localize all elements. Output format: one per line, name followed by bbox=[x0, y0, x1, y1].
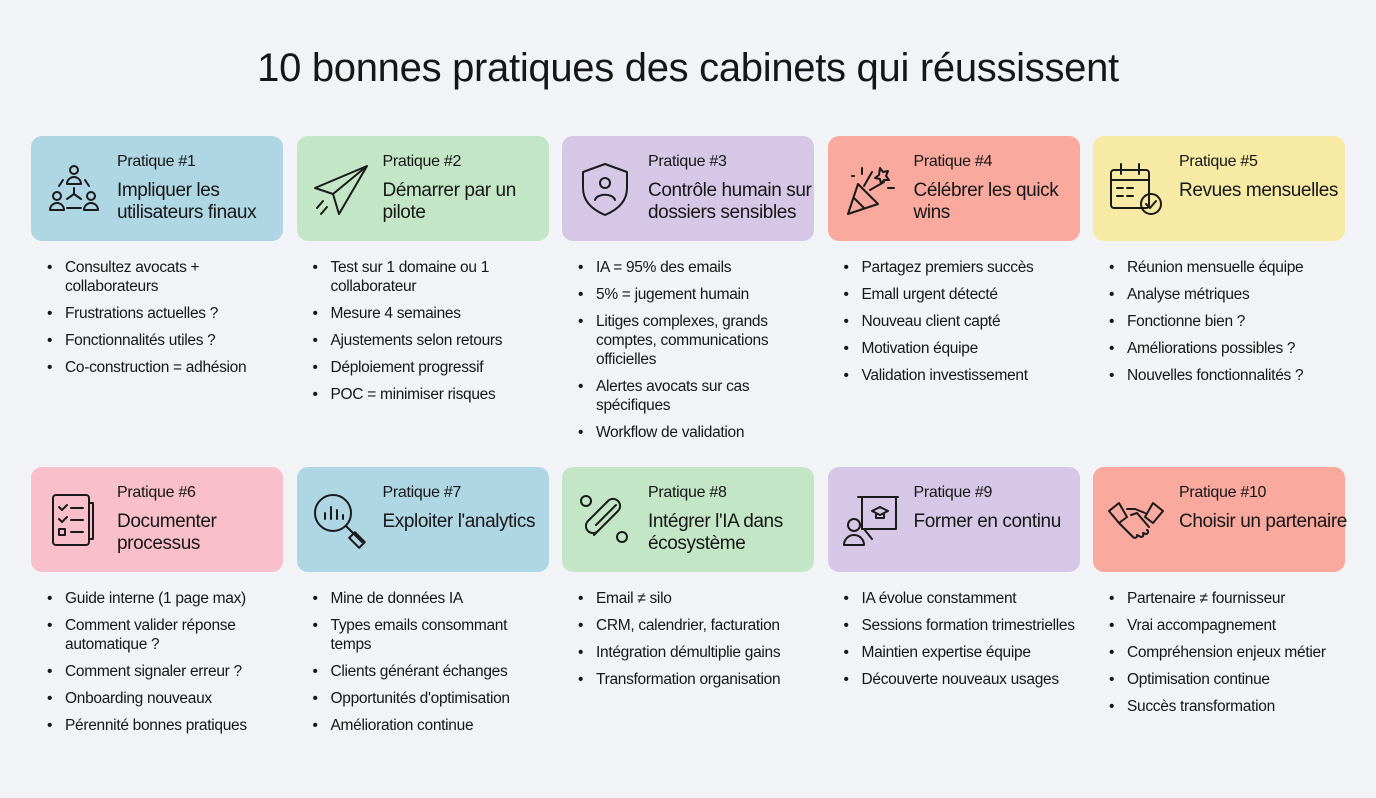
list-item: • Test sur 1 domaine ou 1 collaborateur bbox=[313, 258, 549, 296]
practice-title: Intégrer l'IA dans écosystème bbox=[648, 511, 783, 554]
list-item: • Fonctionnalités utiles ? bbox=[47, 331, 283, 350]
practice-bullets bbox=[47, 589, 283, 743]
practice-bullets bbox=[47, 258, 283, 385]
checklist-icon bbox=[43, 489, 105, 551]
practice-number: Pratique #6 bbox=[117, 484, 196, 501]
practices-grid bbox=[31, 136, 1345, 798]
list-item: • Workflow de validation bbox=[578, 423, 814, 442]
handshake-icon bbox=[1105, 489, 1167, 551]
practice-bullets bbox=[313, 258, 549, 412]
list-item: • IA = 95% des emails bbox=[578, 258, 814, 277]
practice-title: Démarrer par un pilote bbox=[382, 180, 516, 223]
list-item: • Frustrations actuelles ? bbox=[47, 304, 283, 323]
practice-title: Choisir un partenaire bbox=[1179, 511, 1347, 532]
list-item: • 5% = jugement humain bbox=[578, 285, 814, 304]
list-item: • Déploiement progressif bbox=[313, 358, 549, 377]
list-item: • Co-construction = adhésion bbox=[47, 358, 283, 377]
page-title: 10 bonnes pratiques des cabinets qui réussissent bbox=[257, 46, 1119, 90]
practice-header bbox=[31, 136, 283, 241]
practice-header bbox=[297, 136, 549, 241]
practice-title: Célébrer les quick wins bbox=[913, 180, 1059, 223]
list-item: • Pérennité bonnes pratiques bbox=[47, 716, 283, 735]
shield-user-icon bbox=[574, 158, 636, 220]
list-item: • Opportunités d'optimisation bbox=[313, 689, 549, 708]
list-item: • Vrai accompagnement bbox=[1109, 616, 1345, 635]
list-item: • Améliorations possibles ? bbox=[1109, 339, 1345, 358]
practice-bullets bbox=[1109, 258, 1345, 393]
list-item: • Emall urgent détecté bbox=[844, 285, 1080, 304]
practice-number: Pratique #9 bbox=[913, 484, 993, 501]
list-item: • Sessions formation trimestrielles bbox=[844, 616, 1080, 635]
list-item: • Guide interne (1 page max) bbox=[47, 589, 283, 608]
list-item: • Partagez premiers succès bbox=[844, 258, 1080, 277]
list-item: • Comment signaler erreur ? bbox=[47, 662, 283, 681]
practice-bullets bbox=[578, 258, 814, 450]
party-popper-icon bbox=[840, 158, 902, 220]
practice-number: Pratique #3 bbox=[648, 153, 727, 170]
practice-card bbox=[31, 467, 283, 798]
practice-header bbox=[297, 467, 549, 572]
practice-bullets bbox=[844, 258, 1080, 393]
practice-header bbox=[828, 136, 1080, 241]
list-item: • Comment valider réponse automatique ? bbox=[47, 616, 283, 654]
practice-bullets bbox=[1109, 589, 1345, 724]
list-item: • Compréhension enjeux métier bbox=[1109, 643, 1345, 662]
list-item: • Intégration démultiplie gains bbox=[578, 643, 814, 662]
list-item: • Partenaire ≠ fournisseur bbox=[1109, 589, 1345, 608]
list-item: • Clients générant échanges bbox=[313, 662, 549, 681]
practice-card bbox=[828, 136, 1080, 467]
list-item: • Email ≠ silo bbox=[578, 589, 814, 608]
list-item: • Mesure 4 semaines bbox=[313, 304, 549, 323]
practice-number: Pratique #8 bbox=[648, 484, 727, 501]
list-item: • IA évolue constamment bbox=[844, 589, 1080, 608]
calendar-check-icon bbox=[1105, 158, 1167, 220]
practice-bullets bbox=[578, 589, 814, 697]
list-item: • Optimisation continue bbox=[1109, 670, 1345, 689]
practice-title: Impliquer les utilisateurs finaux bbox=[117, 180, 257, 223]
list-item: • Transformation organisation bbox=[578, 670, 814, 689]
practice-header bbox=[562, 136, 814, 241]
practice-number: Pratique #1 bbox=[117, 153, 196, 170]
list-item: • CRM, calendrier, facturation bbox=[578, 616, 814, 635]
list-item: • Types emails consommant temps bbox=[313, 616, 549, 654]
list-item: • Succès transformation bbox=[1109, 697, 1345, 716]
practice-header bbox=[31, 467, 283, 572]
practice-card bbox=[297, 467, 549, 798]
practice-title: Contrôle humain sur dossiers sensibles bbox=[648, 180, 812, 223]
list-item: • Mine de données IA bbox=[313, 589, 549, 608]
list-item: • POC = minimiser risques bbox=[313, 385, 549, 404]
practice-number: Pratique #5 bbox=[1179, 153, 1258, 170]
practice-number: Pratique #2 bbox=[382, 153, 462, 170]
list-item: • Amélioration continue bbox=[313, 716, 549, 735]
practice-bullets bbox=[313, 589, 549, 743]
magnifier-chart-icon bbox=[309, 489, 371, 551]
practice-title: Former en continu bbox=[913, 511, 1061, 532]
list-item: • Ajustements selon retours bbox=[313, 331, 549, 350]
practice-card bbox=[562, 136, 814, 467]
list-item: • Motivation équipe bbox=[844, 339, 1080, 358]
list-item: • Découverte nouveaux usages bbox=[844, 670, 1080, 689]
list-item: • Onboarding nouveaux bbox=[47, 689, 283, 708]
practice-title: Exploiter l'analytics bbox=[382, 511, 536, 532]
list-item: • Validation investissement bbox=[844, 366, 1080, 385]
list-item: • Nouvelles fonctionnalités ? bbox=[1109, 366, 1345, 385]
practice-card bbox=[828, 467, 1080, 798]
list-item: • Litiges complexes, grands comptes, communications officielles bbox=[578, 312, 814, 369]
list-item: • Nouveau client capté bbox=[844, 312, 1080, 331]
list-item: • Fonctionne bien ? bbox=[1109, 312, 1345, 331]
list-item: • Réunion mensuelle équipe bbox=[1109, 258, 1345, 277]
practice-bullets bbox=[844, 589, 1080, 697]
team-network-icon bbox=[43, 158, 105, 220]
practice-number: Pratique #10 bbox=[1179, 484, 1267, 501]
paper-plane-icon bbox=[309, 158, 371, 220]
practice-header bbox=[1093, 136, 1345, 241]
teacher-board-icon bbox=[840, 489, 902, 551]
practice-number: Pratique #7 bbox=[382, 484, 462, 501]
practice-header bbox=[1093, 467, 1345, 572]
practice-header bbox=[562, 467, 814, 572]
practice-card bbox=[1093, 467, 1345, 798]
link-gears-icon bbox=[574, 489, 636, 551]
practice-card bbox=[562, 467, 814, 798]
practice-card bbox=[1093, 136, 1345, 467]
practice-title: Documenter processus bbox=[117, 511, 217, 554]
practice-card bbox=[297, 136, 549, 467]
practice-title: Revues mensuelles bbox=[1179, 180, 1339, 201]
list-item: • Alertes avocats sur cas spécifiques bbox=[578, 377, 814, 415]
practice-header bbox=[828, 467, 1080, 572]
practice-card bbox=[31, 136, 283, 467]
practice-number: Pratique #4 bbox=[913, 153, 993, 170]
list-item: • Maintien expertise équipe bbox=[844, 643, 1080, 662]
list-item: • Consultez avocats + collaborateurs bbox=[47, 258, 283, 296]
list-item: • Analyse métriques bbox=[1109, 285, 1345, 304]
